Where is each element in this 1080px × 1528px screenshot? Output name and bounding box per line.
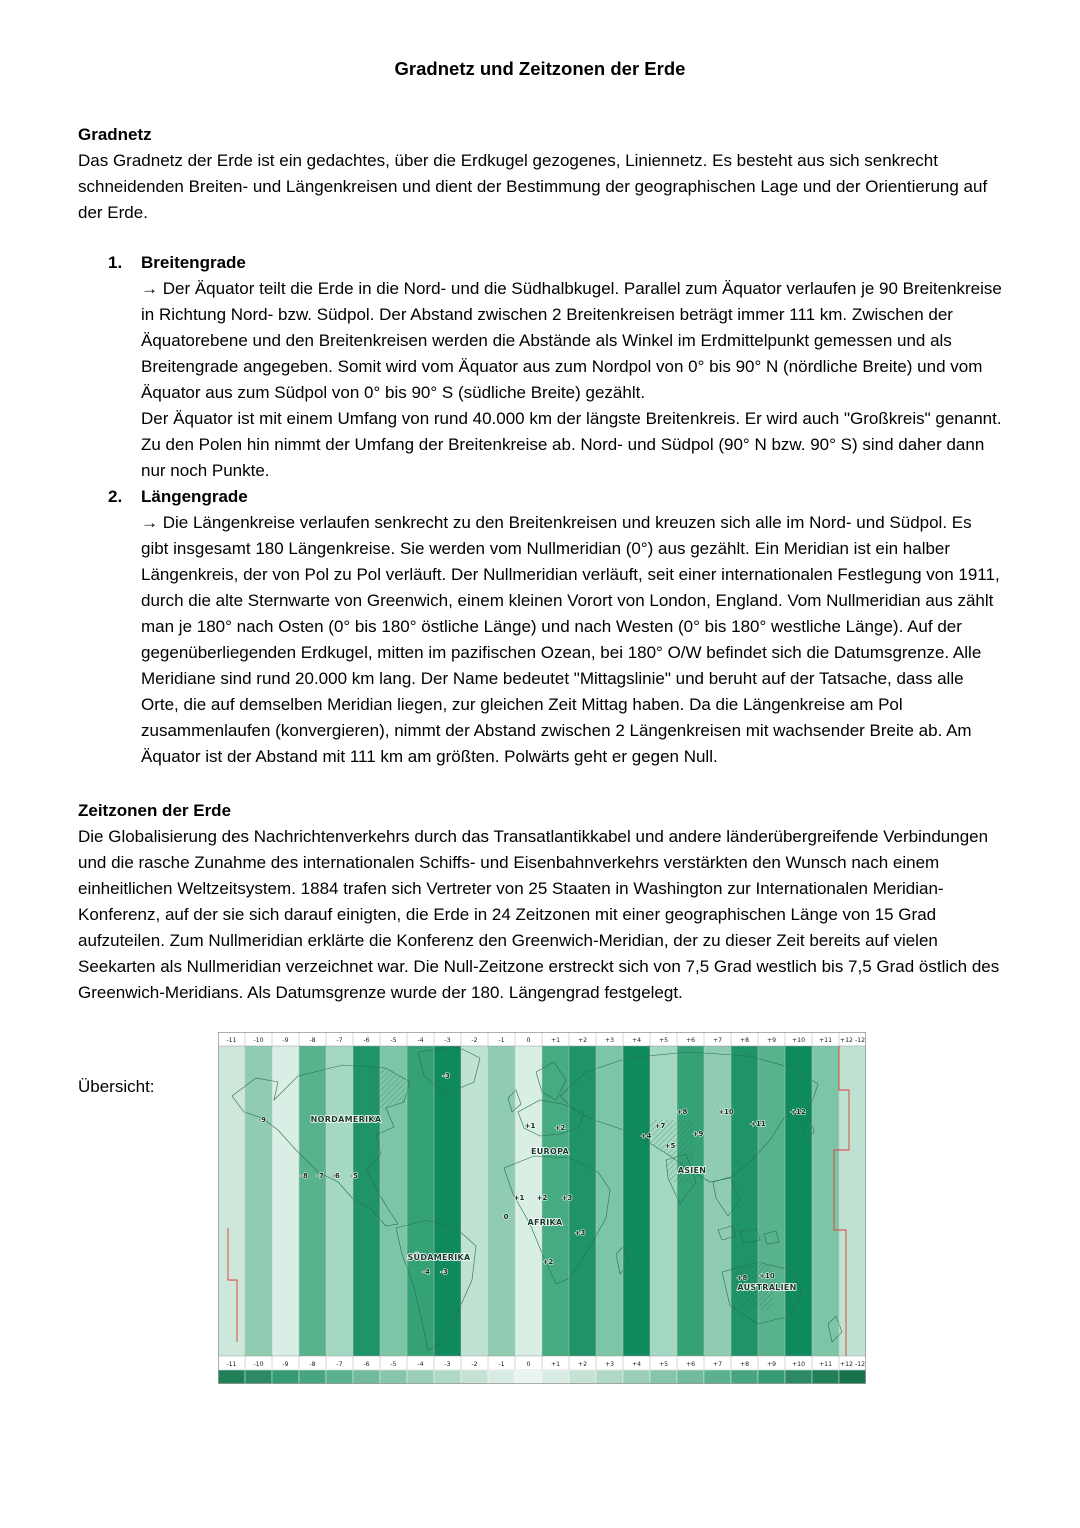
svg-text:+2: +2 — [577, 1037, 588, 1044]
svg-text:-1: -1 — [498, 1037, 505, 1044]
map-zone-offset-label: +4 — [640, 1132, 652, 1140]
map-label-afrika: AFRIKA — [527, 1218, 563, 1227]
svg-text:0: 0 — [526, 1361, 531, 1368]
map-zone-offset-label: +3 — [561, 1194, 573, 1202]
svg-text:-10: -10 — [253, 1361, 264, 1368]
svg-text:+5: +5 — [658, 1037, 669, 1044]
map-zone-offset-label: -5 — [350, 1172, 358, 1180]
map-zone-offset-label: -8 — [300, 1172, 308, 1180]
svg-text:+7: +7 — [712, 1361, 723, 1368]
uebersicht-label: Übersicht: — [78, 1077, 155, 1096]
svg-text:+6: +6 — [685, 1037, 696, 1044]
svg-text:+1: +1 — [550, 1037, 561, 1044]
svg-text:+8: +8 — [739, 1037, 750, 1044]
svg-text:+1: +1 — [550, 1361, 561, 1368]
list-item-laengengrade — [108, 484, 1002, 770]
map-zone-offset-label: +11 — [750, 1120, 766, 1128]
svg-text:+3: +3 — [604, 1037, 615, 1044]
svg-text:+8: +8 — [739, 1361, 750, 1368]
list-item-paragraph: → Der Äquator teilt die Erde in die Nord- und die Südhalbkugel. Parallel zum Äquator verlaufen je 90 Breitenkreise in Richtung Nord- bzw. Südpol. Der Abstand zwischen 2 Breitenkreisen beträgt immer 111 km. Zwischen der Äquatorebene und den Breitenkreisen werden die Abstände als Winkel im Erdmittelpunkt gemessen und als Breitengrade angegeben. Somit wird vom Äquator aus zum Nordpol von 0° bis 90° N (nördliche Breite) und vom Äquator aus zum Südpol von 0° bis 90° S (südliche Breite) gezählt. — [141, 279, 1002, 402]
map-zone-offset-label: +8 — [736, 1274, 748, 1282]
map-label-europa: EUROPA — [530, 1147, 570, 1156]
map-zone-offset-label: -4 — [422, 1268, 430, 1276]
map-label-suedamerika: SÜDAMERIKA — [407, 1253, 471, 1262]
svg-text:-5: -5 — [390, 1037, 397, 1044]
svg-text:+12 -12: +12 -12 — [839, 1037, 866, 1044]
svg-text:+3: +3 — [604, 1361, 615, 1368]
map-label-nordamerika: NORDAMERIKA — [310, 1115, 382, 1124]
heading-zeitzonen: Zeitzonen der Erde — [78, 801, 232, 820]
svg-text:+10: +10 — [791, 1361, 806, 1368]
timezone-world-map — [218, 1032, 866, 1384]
map-zone-offset-label: +2 — [536, 1194, 548, 1202]
document-title: Gradnetz und Zeitzonen der Erde — [394, 58, 686, 79]
map-zone-offset-label: +1 — [524, 1122, 536, 1130]
map-zone-offset-label: +7 — [654, 1122, 666, 1130]
map-zone-offset-label: -3 — [442, 1072, 450, 1080]
svg-text:+11: +11 — [818, 1037, 833, 1044]
list-item-paragraph: → Die Längenkreise verlaufen senkrecht zu den Breitenkreisen und kreuzen sich alle im Nord- und Südpol. Es gibt insgesamt 180 Längenkreise. Sie werden vom Nullmeridian (0°) aus gezählt. Ein Meridian ist ein halber Längenkreis, der von Pol zu Pol verläuft. Der Nullmeridian verläuft, seit einer internationalen Festlegung von 1911, durch die alte Sternwarte von Greenwich, einem kleinen Vorort von London, England. Vom Nullmeridian aus zählt man je 180° nach Osten (0° bis 180° östliche Länge) und nach Westen (0° bis 180° westliche Länge). Auf der gegenüberliegenden Erdkugel, mitten im pazifischen Ozean, bei 180° O/W befindet sich die Datumsgrenze. Alle Meridiane sind rund 20.000 km lang. Der Name bedeutet "Mittagslinie" und beruht auf der Tatsache, dass alle Orte, die auf demselben Meridian liegen, zur gleichen Zeit Mittag haben. Da die Längenkreise am Pol zusammenlaufen (konvergieren), nimmt der Abstand zwischen 2 Längenkreisen mit wachsender Breite ab. Am Äquator ist der Abstand mit 111 km am größten. Polwärts geht er gegen Null. — [141, 513, 1000, 766]
map-label-australien: AUSTRALIEN — [737, 1283, 797, 1292]
svg-text:+4: +4 — [631, 1361, 642, 1368]
timezone-map-figure — [218, 1032, 866, 1392]
svg-text:-4: -4 — [417, 1361, 424, 1368]
map-zone-offset-label: -3 — [440, 1268, 448, 1276]
svg-text:-1: -1 — [498, 1361, 505, 1368]
heading-gradnetz: Gradnetz — [78, 125, 152, 144]
map-zone-offset-label: +9 — [692, 1130, 704, 1138]
map-zone-offset-label: 0 — [503, 1213, 509, 1221]
zeitzonen-paragraph: Die Globalisierung des Nachrichtenverkehrs durch das Transatlantikkabel und andere länderübergreifende Verbindungen und die rasche Zunahme des internationalen Schiffs- und Eisenbahnverkehrs verstärkten den Wunsch nach einem einheitlichen Weltzeitsystem. 1884 trafen sich Vertreter von 25 Staaten in Washington zur Internationalen Meridian-Konferenz, auf der sie sich darauf einigten, die Erde in 24 Zeitzonen mit einer geographischen Länge von 15 Grad aufzuteilen. Zum Nullmeridian erklärte die Konferenz den Greenwich-Meridian, der zu dieser Zeit bereits auf vielen Seekarten als Nullmeridian verzeichnet war. Die Null-Zeitzone erstreckt sich von 7,5 Grad westlich bis 7,5 Grad östlich des Greenwich-Meridians. Als Datumsgrenze wurde der 180. Längengrad festgelegt. — [78, 827, 1000, 1002]
list-item-title: Längengrade — [141, 487, 248, 506]
svg-text:-2: -2 — [471, 1037, 478, 1044]
svg-text:+10: +10 — [791, 1037, 806, 1044]
uebersicht-section — [78, 1032, 1002, 1392]
svg-text:-9: -9 — [282, 1361, 289, 1368]
svg-text:-9: -9 — [282, 1037, 289, 1044]
svg-text:0: 0 — [526, 1037, 531, 1044]
map-zone-offset-label: +5 — [664, 1142, 676, 1150]
svg-text:+12 -12: +12 -12 — [839, 1361, 866, 1368]
svg-text:-3: -3 — [444, 1361, 451, 1368]
svg-text:-10: -10 — [253, 1037, 264, 1044]
map-zone-offset-label: -7 — [316, 1172, 324, 1180]
svg-text:-6: -6 — [363, 1037, 370, 1044]
map-zone-offset-label: -9 — [258, 1116, 266, 1124]
svg-text:-3: -3 — [444, 1037, 451, 1044]
svg-text:-5: -5 — [390, 1361, 397, 1368]
gradnetz-numbered-list — [108, 250, 1002, 770]
map-label-asien: ASIEN — [677, 1166, 707, 1175]
svg-text:-11: -11 — [226, 1037, 237, 1044]
map-zone-offset-label: +1 — [513, 1194, 525, 1202]
svg-text:-7: -7 — [336, 1361, 343, 1368]
map-zone-offset-label: +3 — [574, 1229, 586, 1237]
list-item-number: 1. — [108, 253, 123, 272]
map-zone-offset-label: +8 — [676, 1108, 688, 1116]
map-zone-offset-label: -6 — [332, 1172, 340, 1180]
list-item-paragraph: Der Äquator ist mit einem Umfang von rund 40.000 km der längste Breitenkreis. Er wird auch "Großkreis" genannt. Zu den Polen hin nimmt der Umfang der Breitenkreise ab. Nord- und Südpol (90° N bzw. 90° S) sind daher dann nur noch Punkte. — [141, 409, 1002, 480]
map-zone-offset-label: +12 — [790, 1108, 806, 1116]
svg-text:-8: -8 — [309, 1037, 316, 1044]
svg-text:+11: +11 — [818, 1361, 833, 1368]
map-zone-offset-label: +10 — [718, 1108, 734, 1116]
svg-text:+9: +9 — [766, 1037, 777, 1044]
gradnetz-intro-paragraph: Das Gradnetz der Erde ist ein gedachtes, über die Erdkugel gezogenes, Liniennetz. Es besteht aus sich senkrecht schneidenden Breiten- und Längenkreisen und dient der Bestimmung der geographischen Lage und der Orientierung auf der Erde. — [78, 151, 988, 222]
svg-text:+4: +4 — [631, 1037, 642, 1044]
svg-text:-6: -6 — [363, 1361, 370, 1368]
svg-text:-2: -2 — [471, 1361, 478, 1368]
map-zone-offset-label: +10 — [759, 1272, 775, 1280]
list-item-title: Breitengrade — [141, 253, 246, 272]
svg-text:-11: -11 — [226, 1361, 237, 1368]
map-zone-offset-label: +2 — [554, 1124, 566, 1132]
svg-text:+5: +5 — [658, 1361, 669, 1368]
svg-text:+7: +7 — [712, 1037, 723, 1044]
timezone-legend-strip — [218, 1370, 866, 1384]
map-zone-offset-label: +2 — [542, 1258, 554, 1266]
list-item-breitengrade — [108, 250, 1002, 484]
svg-text:+9: +9 — [766, 1361, 777, 1368]
list-item-number: 2. — [108, 487, 123, 506]
svg-text:+2: +2 — [577, 1361, 588, 1368]
svg-text:+6: +6 — [685, 1361, 696, 1368]
svg-text:-7: -7 — [336, 1037, 343, 1044]
svg-text:-8: -8 — [309, 1361, 316, 1368]
svg-text:-4: -4 — [417, 1037, 424, 1044]
